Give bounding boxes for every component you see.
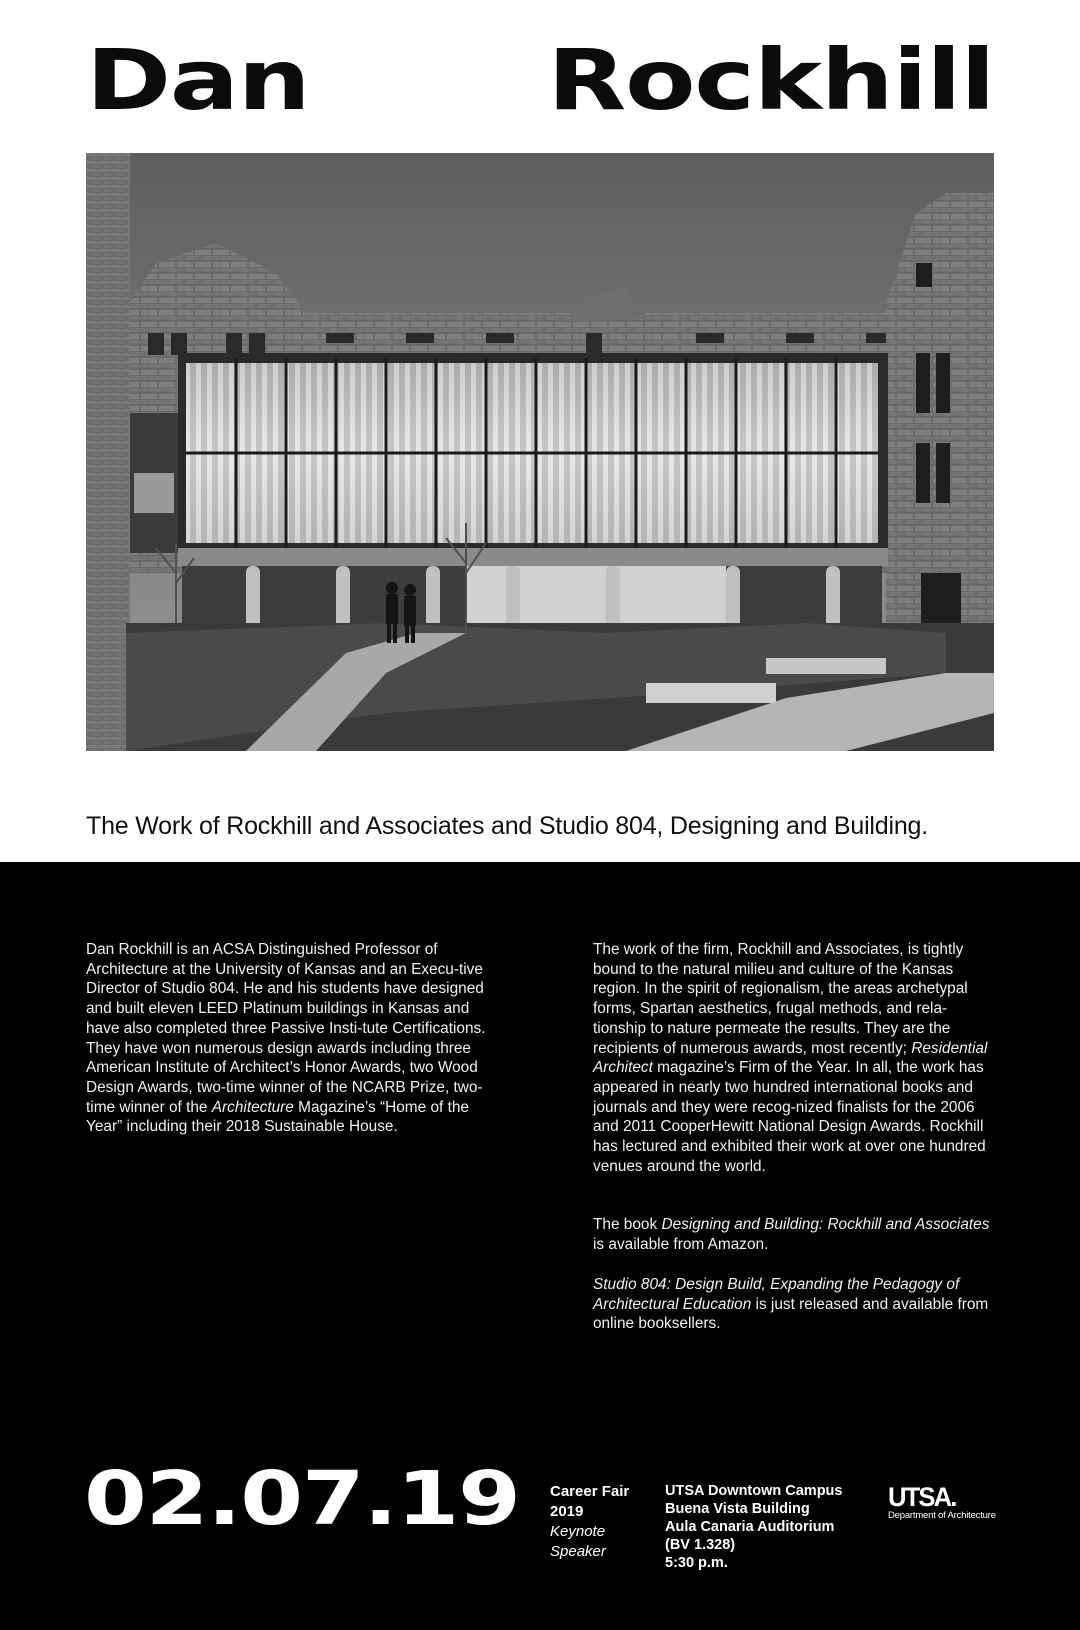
venue-line-5: 5:30 p.m. (665, 1555, 728, 1571)
bio-left-italic: Architecture (211, 1098, 294, 1116)
bio-right-text-b: magazine’s Firm of the Year. In all, the work has appeared in nearly two hundred international books and journals and they were recog-nized finalists for the 2006 and 2011 CooperHewitt National Design Awards. Rockhill has lectured and exhibited their work at over one hundred venues around the world. (593, 1059, 986, 1175)
last-name-heading: Rockhill (547, 31, 994, 129)
bio-left-paragraph (86, 940, 486, 1137)
book1-title: Designing and Building: Rockhill and Associates (661, 1216, 990, 1234)
bio-left-text-a: Dan Rockhill is an ACSA Distinguished Professor of Architecture at the University of Kansas and an Execu-tive Director of Studio 804. He and his students have designed and built eleven LEED Platinum buildings in Kansas and have also completed three Passive Insti-tute Certifications. They have won numerous design awards including three American Institute of Architect’s Honor Awards, two Wood Design Awards, two-time winner of the NCARB Prize, two-time winner of the (86, 941, 486, 1116)
building-photo-illustration (86, 153, 994, 751)
utsa-logo (888, 1484, 996, 1522)
book1-text-b: is available from Amazon. (593, 1236, 769, 1254)
bio-right-column (593, 940, 993, 1334)
first-name-heading: Dan (86, 31, 310, 129)
event-line-1: Career Fair (550, 1483, 630, 1500)
venue-line-1: UTSA Downtown Campus (665, 1483, 843, 1499)
book-paragraph-2 (593, 1275, 993, 1334)
building-photo (86, 153, 994, 751)
venue-line-2: Buena Vista Building (665, 1501, 810, 1517)
venue-line-4: (BV 1.328) (665, 1537, 736, 1553)
venue-info (665, 1482, 842, 1572)
event-label (550, 1482, 629, 1562)
details-band (0, 862, 1080, 1630)
book-paragraph-1 (593, 1215, 993, 1254)
bio-right-paragraph-1 (593, 940, 993, 1176)
bio-right-italic: Residential Architect (593, 1039, 988, 1077)
bio-left-text-b: Magazine’s “Home of the Year” including their 2018 Sustainable House. (86, 1098, 469, 1136)
book1-text-a: The book (593, 1216, 662, 1234)
event-line-4: Speaker (550, 1543, 606, 1560)
event-date: 02.07.19 (84, 1456, 520, 1542)
utsa-logo-mark: UTSA. (888, 1482, 956, 1512)
book2-text-b: is just released and available from online booksellers. (593, 1295, 989, 1333)
book2-title: Studio 804: Design Build, Expanding the Pedagogy of Architectural Education (593, 1275, 960, 1313)
poster-subtitle: The Work of Rockhill and Associates and Studio 804, Designing and Building. (86, 812, 928, 840)
utsa-department-label: Department of Architecture (888, 1510, 996, 1521)
event-line-2: 2019 (550, 1503, 584, 1520)
bio-left-column (86, 940, 486, 1137)
venue-line-3: Aula Canaria Auditorium (665, 1519, 835, 1535)
event-line-3: Keynote (550, 1523, 606, 1540)
bio-right-text-a: The work of the firm, Rockhill and Associates, is tightly bound to the natural milieu and culture of the Kansas region. In the spirit of regionalism, the areas archetypal forms, Spartan aesthetics, frugal methods, and rela-tionship to nature permeate the results. They are the recipients of numerous awards, most recently; (593, 941, 968, 1057)
